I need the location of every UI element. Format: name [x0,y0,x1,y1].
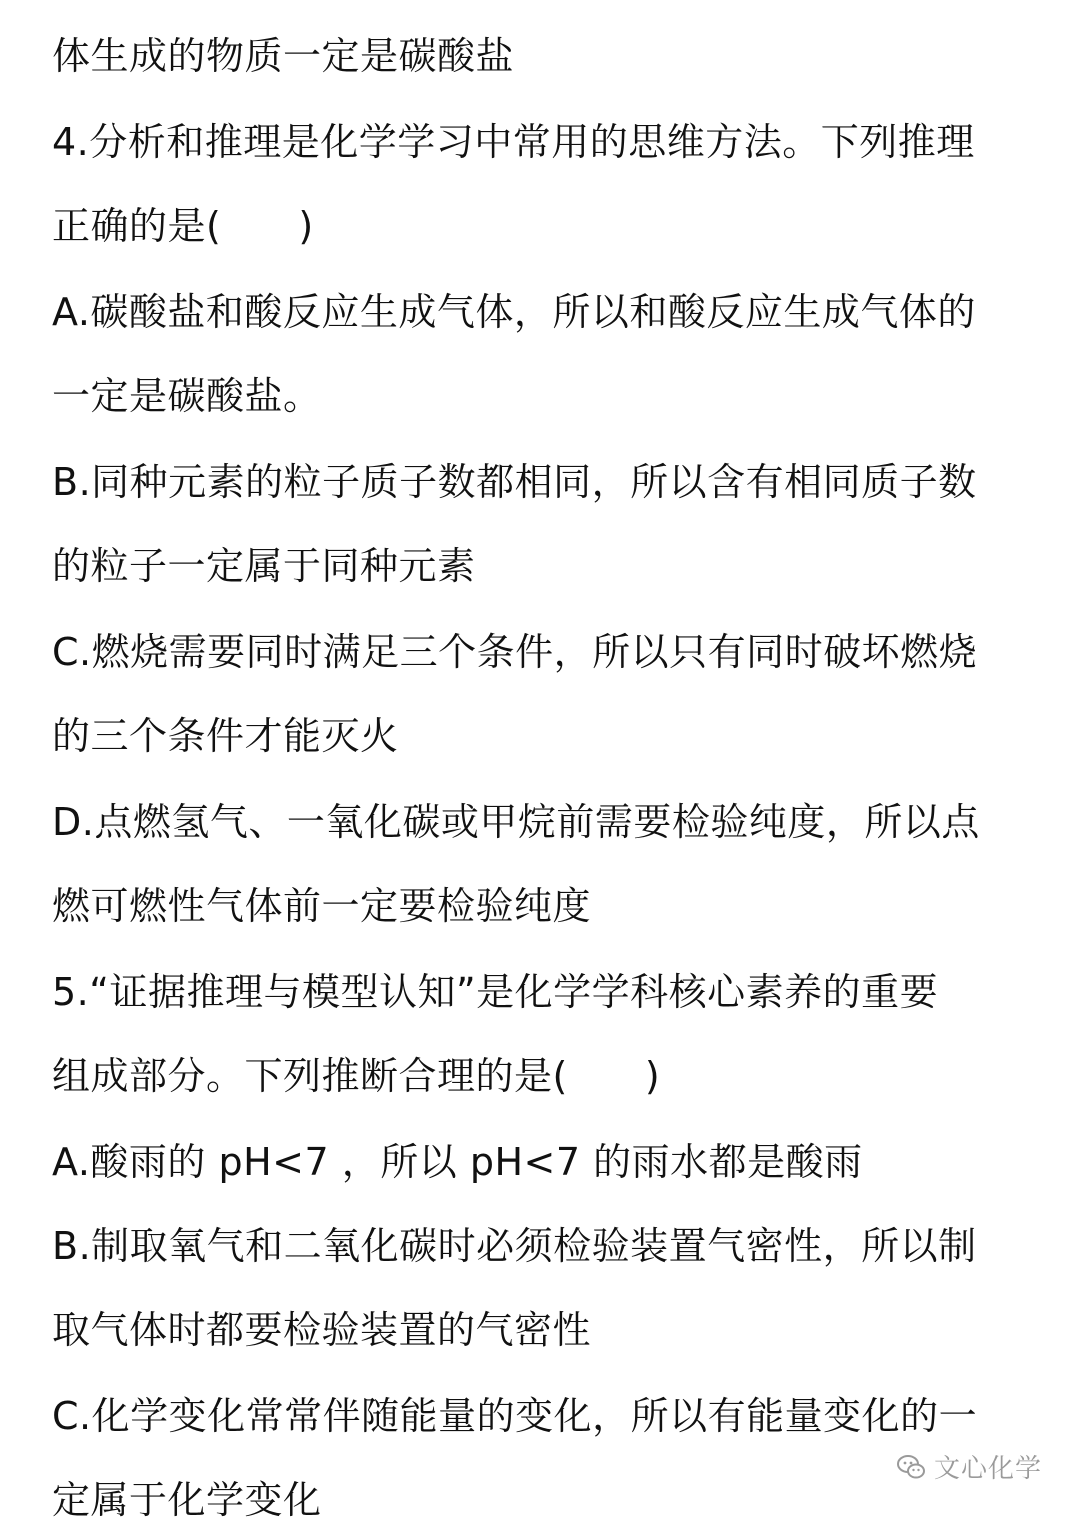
q5-option-b: B.制取氧气和二氧化碳时必须检验装置气密性，所以制 [52,1224,977,1268]
wechat-icon [896,1454,926,1480]
question-4-stem: 4.分析和推理是化学学习中常用的思维方法。下列推理 [52,120,975,164]
q4-option-b-cont: 的粒子一定属于同种元素 [52,544,476,588]
question-5-stem: 5.“证据推理与模型认知”是化学学科核心素养的重要 [52,970,939,1014]
q4-option-a: A.碳酸盐和酸反应生成气体，所以和酸反应生成气体的 [52,290,976,334]
question-5-stem-cont: 组成部分。下列推断合理的是( ) [52,1054,661,1098]
q5-option-c-cont: 定属于化学变化 [52,1478,322,1522]
q4-option-c: C.燃烧需要同时满足三个条件，所以只有同时破坏燃烧 [52,630,978,674]
q4-option-b: B.同种元素的粒子质子数都相同，所以含有相同质子数 [52,460,977,504]
watermark-text: 文心化学 [933,1454,1042,1484]
q5-option-a: A.酸雨的 pH<7 ，所以 pH<7 的雨水都是酸雨 [52,1140,863,1184]
q5-option-b-cont: 取气体时都要检验装置的气密性 [52,1308,592,1352]
text-line: 体生成的物质一定是碳酸盐 [52,34,515,78]
q4-option-a-cont: 一定是碳酸盐。 [52,374,322,418]
watermark [896,1448,1042,1485]
q4-option-d-cont: 燃可燃性气体前一定要检验纯度 [52,884,592,928]
q5-option-c: C.化学变化常常伴随能量的变化，所以有能量变化的一 [52,1394,978,1438]
q4-option-d: D.点燃氢气、一氧化碳或甲烷前需要检验纯度，所以点 [52,800,980,844]
question-4-stem-cont: 正确的是( ) [52,204,314,248]
q4-option-c-cont: 的三个条件才能灭火 [52,714,399,758]
